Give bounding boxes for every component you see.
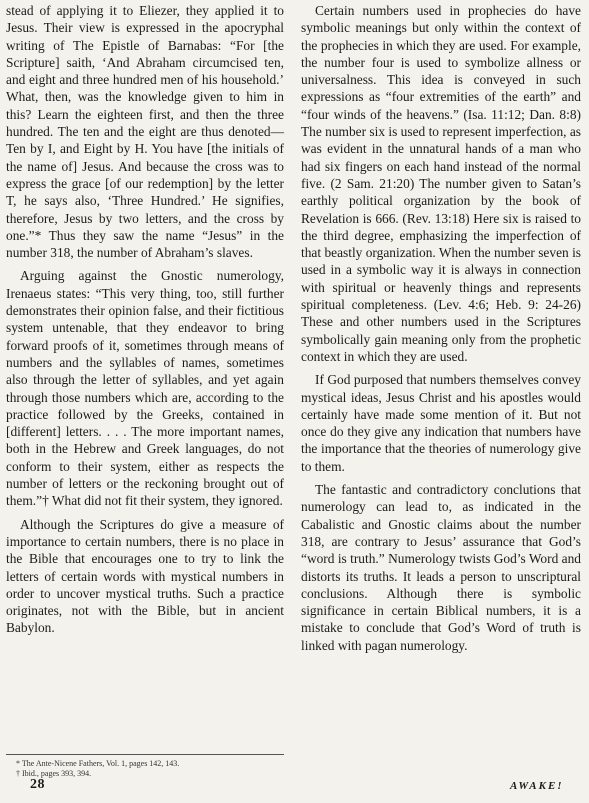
footnote: * The Ante-Nicene Fathers, Vol. 1, pages 142, 143. [16,759,180,768]
paragraph: The fantastic and contradictory conclutions that numerology can lead to, as indicated in the Cabalistic and Gnostic claims about the number 318, are contrary to Jesus’ assurance that God’s “word is truth.” Numerology twists God’s Word and distorts its truths. It leads a person to unscriptural conclusions. Although there is symbolic significance in certain Biblical numbers, it is a mistake to conclude that God’s Word of truth is linked with pagan numerology. [301,482,581,653]
paragraph: Arguing against the Gnostic numerology, Irenaeus states: “This very thing, too, still further demonstrates their opinion false, and their fictitious system untenable, that they endeavor to bring forward proofs of it, sometimes through means of numbers and the syllables of names, sometimes also through the letter of syllables, and yet again through those numbers which are, according to the practice followed by the Greeks, contained in [different] letters. . . . The more important names, both in the Hebrew and Greek languages, do not conform to their system, either as respects the number of letters or the reckoning brought out of them.”† What did not fit their system, they ignored. [6,268,284,509]
paragraph: stead of applying it to Eliezer, they applied it to Jesus. Their view is expressed in the apocryphal writing of The Epistle of Barnabas: “For [the Scripture] saith, ‘And Abraham circumcised ten, and eight and three hundred men of his household.’ What, then, was the knowledge given to him in this? Learn the eighteen first, and then the three hundred. The ten and the eight are thus denoted—Ten by I, and Eight by H. You have [the initials of the name of] Jesus. And because the cross was to express the grace [of our redemption] by the letter T, he says also, ‘Three Hundred.’ He signifies, therefore, Jesus by two letters, and the cross by one.”* Thus they saw the name “Jesus” in the number 318, the number of Abraham’s slaves. [6,3,284,261]
paragraph: If God purposed that numbers themselves convey mystical ideas, Jesus Christ and his apostles would certainly have made some mention of it. But not once do they give any indication that numbers have the importance that the theories of numerology give to them. [301,372,581,474]
footnote: † Ibid., pages 393, 394. [16,769,92,778]
magazine-name: AWAKE! [510,780,564,792]
footnotes [6,754,284,779]
paragraph: Certain numbers used in prophecies do have symbolic meanings but only within the context of the prophecies in which they are used. For example, the number four is used to symbolize allness or universalness. This idea is conveyed in such expressions as “four extremities of the earth” and “four winds of the heavens.” (Isa. 11:12; Dan. 8:8) The number six is used to represent imperfection, as was evident in the unnatural hands of a man who had six fingers on each hand instead of the normal five. (2 Sam. 21:20) The number given to Satan’s earthly political organization by the book of Revelation is 666. (Rev. 13:18) Here six is raised to the third degree, emphasizing the imperfection of that beastly organization. When the number seven is used in a symbolic way it is always in connection with spiritual or heavenly things and represents spiritual completeness. (Lev. 4:6; Heb. 9: 24-26) These and other numbers used in the Scriptures symbolically gain meaning only from the prophetic context in which they are used. [301,3,582,364]
right-column [301,2,581,660]
left-column [6,2,284,643]
page-number: 28 [30,777,45,792]
paragraph: Although the Scriptures do give a measure of importance to certain numbers, there is no place in the Bible that encourages one to try to link the letters of certain words with mystical numbers in order to uncover mystical truths. Such a practice originates, not with the Bible, but in ancient Babylon. [6,516,284,636]
